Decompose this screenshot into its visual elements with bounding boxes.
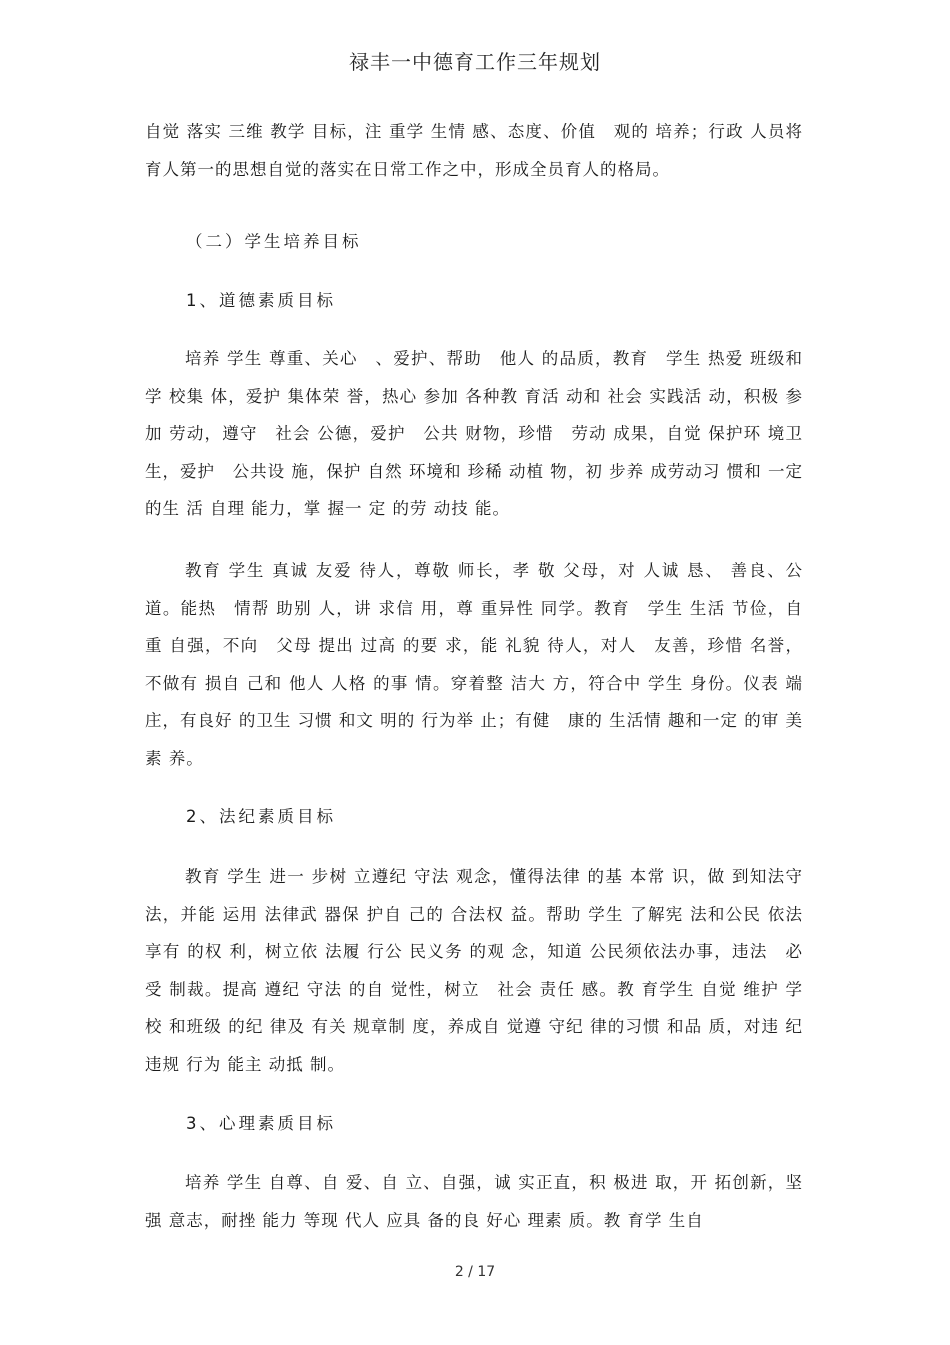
paragraph-moral [145, 340, 803, 528]
paragraph-text: 教育 学生 真诚 友爱 待人，尊敬 师长，孝 敬 父母，对 人诚 恳、 善良、公道。能热 情帮 助别 人，讲 求信 用，尊 重异性 同学。教育 学生 生活 节俭，自重 自强，不向 父母 提出 过高 的要 求，能 礼貌 待人，对人 友善，珍惜 名誉，不做有 损自 己和 他人 人格 的事 情。穿着整 洁大 方，符合中 学生 身份。仪表 端庄，有良好 的卫生 习惯 和文 明的 行为举 止；有健 康的 生活情 趣和一定 的审 美素 养。 [145, 561, 803, 768]
intro-text: 自觉 落实 三维 教学 目标，注 重学 生情 感、态度、价值 观的 培养；行政 人员将育人第一的思想自觉的落实在日常工作之中，形成全员育人的格局。 [145, 122, 803, 179]
paragraph-text: 培养 学生 尊重、关心 、爱护、帮助 他人 的品质，教育 学生 热爱 班级和学 校集 体，爱护 集体荣 誉，热心 参加 各种教 育活 动和 社会 实践活 动，积极 参加 劳动，遵守 社会 公德，爱护 公共 财物，珍惜 劳动 成果，自觉 保护环 境卫 生，爱护 公共设 施，保护 自然 环境和 珍稀 动植 物，初 步养 成劳动习 惯和 一定 的生 活 自理 能力，掌 握一 定 的劳 动技 能。 [145, 349, 803, 518]
paragraph-text: 培养 学生 自尊、自 爱、自 立、自强，诚 实正直，积 极进 取，开 拓创新，坚强 意志，耐挫 能力 等现 代人 应具 备的良 好心 理素 质。教 育学 生自 [145, 1173, 803, 1230]
paragraph-text: 教育 学生 进一 步树 立遵纪 守法 观念，懂得法律 的基 本常 识，做 到知法守 法，并能 运用 法律武 器保 护自 己的 合法权 益。帮助 学生 了解宪 法和公民 依法 享有 的权 利，树立依 法履 行公 民义务 的观 念，知道 公民须依法办事，违法 必受 制裁。提高 遵纪 守法 的自 觉性，树立 社会 责任 感。教 育学生 自觉 维护 学校 和班级 的纪 律及 有关 规章制 度，养成自 觉遵 守纪 律的习惯 和品 质，对违 纪违规 行为 能主 动抵 制。 [145, 867, 803, 1074]
paragraph-conduct [145, 552, 803, 777]
intro-paragraph [145, 113, 803, 188]
heading-law: 2、法纪素质目标 [186, 807, 336, 826]
page-header-title: 禄丰一中德育工作三年规划 [349, 50, 601, 74]
heading-moral: 1、道德素质目标 [186, 291, 336, 310]
page-number: 2 / 17 [454, 1264, 496, 1280]
heading-psychology: 3、心理素质目标 [186, 1114, 336, 1133]
section-title: （二）学生培养目标 [186, 232, 362, 251]
paragraph-law [145, 858, 803, 1083]
paragraph-psychology [145, 1164, 803, 1239]
